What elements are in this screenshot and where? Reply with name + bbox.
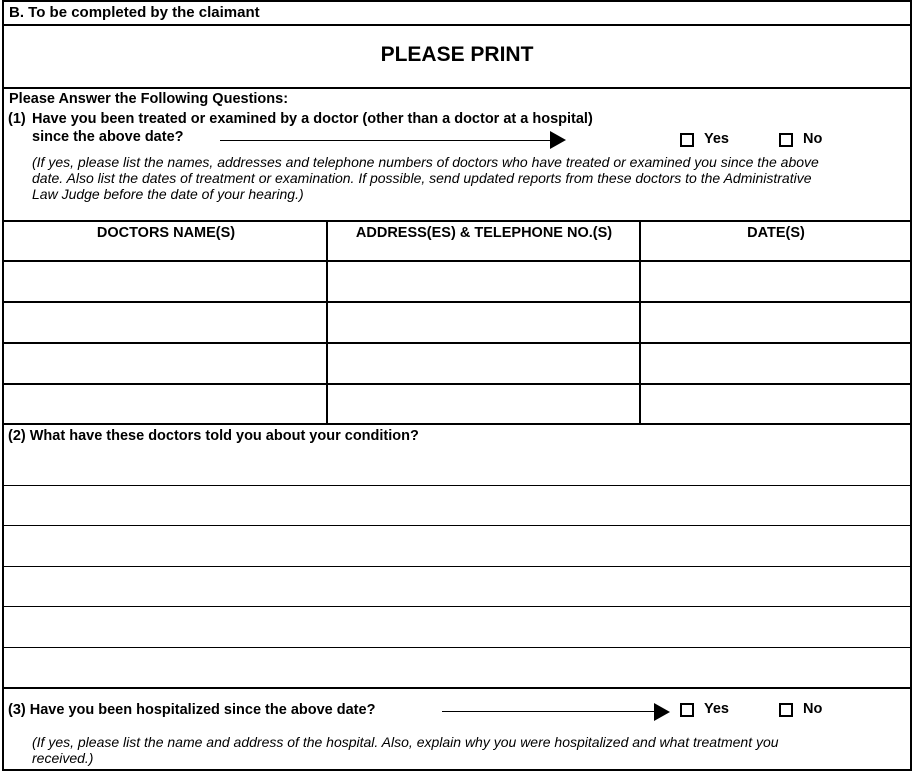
answer-rule xyxy=(4,485,912,486)
q2-answer-line-5[interactable] xyxy=(4,608,912,646)
q1-no-checkbox[interactable] xyxy=(779,133,793,147)
q1-instructions-line3: Law Judge before the date of your hearing.) xyxy=(32,186,304,202)
q1-text-line2: since the above date? xyxy=(32,129,184,145)
q2-answer-line-4[interactable] xyxy=(4,568,912,605)
answer-rule xyxy=(4,566,912,567)
date-cell-3[interactable] xyxy=(642,344,910,382)
q2-answer-line-6[interactable] xyxy=(4,649,912,686)
address-cell-4[interactable] xyxy=(329,385,638,422)
divider xyxy=(4,687,912,689)
q1-no-label: No xyxy=(803,131,823,147)
table-top-border xyxy=(4,220,912,222)
q2-text: (2) What have these doctors told you about your condition? xyxy=(8,428,419,444)
doctor-name-cell-1[interactable] xyxy=(6,262,325,300)
divider xyxy=(4,24,912,26)
arrow-right-icon xyxy=(550,131,566,149)
q1-instructions-line1: (If yes, please list the names, addresses and telephone numbers of doctors who have treated or examined you since the above xyxy=(32,154,819,170)
q3-no-label: No xyxy=(803,701,823,717)
q3-yes-label: Yes xyxy=(704,701,729,717)
doctor-name-cell-4[interactable] xyxy=(6,385,325,422)
section-header: B. To be completed by the claimant xyxy=(9,4,260,21)
col-header-dates: DATE(S) xyxy=(747,225,805,241)
q3-arrow-line xyxy=(442,711,654,712)
date-cell-4[interactable] xyxy=(642,385,910,422)
q3-text: (3) Have you been hospitalized since the above date? xyxy=(8,702,376,718)
q1-instructions-line2: date. Also list the dates of treatment or examination. If possible, send updated reports from these doctors to the Administrative xyxy=(32,170,812,186)
address-cell-1[interactable] xyxy=(329,262,638,300)
arrow-right-icon xyxy=(654,703,670,721)
table-col-divider xyxy=(639,221,641,424)
divider xyxy=(4,87,912,89)
q1-yes-label: Yes xyxy=(704,131,729,147)
date-cell-1[interactable] xyxy=(642,262,910,300)
q3-no-checkbox[interactable] xyxy=(779,703,793,717)
page-title: PLEASE PRINT xyxy=(380,43,534,66)
answer-rule xyxy=(4,647,912,648)
q2-answer-line-1[interactable] xyxy=(4,447,912,484)
q2-answer-line-3[interactable] xyxy=(4,527,912,565)
table-bottom-border xyxy=(4,423,912,425)
q2-answer-line-2[interactable] xyxy=(4,487,912,524)
col-header-address: ADDRESS(ES) & TELEPHONE NO.(S) xyxy=(355,225,613,241)
answer-rule xyxy=(4,606,912,607)
intro-text: Please Answer the Following Questions: xyxy=(9,91,289,107)
doctor-name-cell-3[interactable] xyxy=(6,344,325,382)
q1-text-line1: Have you been treated or examined by a doctor (other than a doctor at a hospital) xyxy=(32,111,593,127)
answer-rule xyxy=(4,525,912,526)
q3-instructions-line1: (If yes, please list the name and address of the hospital. Also, explain why you were hospitalized and what treatment you xyxy=(32,734,779,750)
doctor-name-cell-2[interactable] xyxy=(6,303,325,341)
q3-yes-checkbox[interactable] xyxy=(680,703,694,717)
q1-arrow-line xyxy=(220,140,550,141)
table-col-divider xyxy=(326,221,328,424)
address-cell-3[interactable] xyxy=(329,344,638,382)
q1-number: (1) xyxy=(8,111,26,127)
q3-instructions-line2: received.) xyxy=(32,750,94,766)
date-cell-2[interactable] xyxy=(642,303,910,341)
address-cell-2[interactable] xyxy=(329,303,638,341)
col-header-doctors: DOCTORS NAME(S) xyxy=(96,225,236,241)
q1-yes-checkbox[interactable] xyxy=(680,133,694,147)
